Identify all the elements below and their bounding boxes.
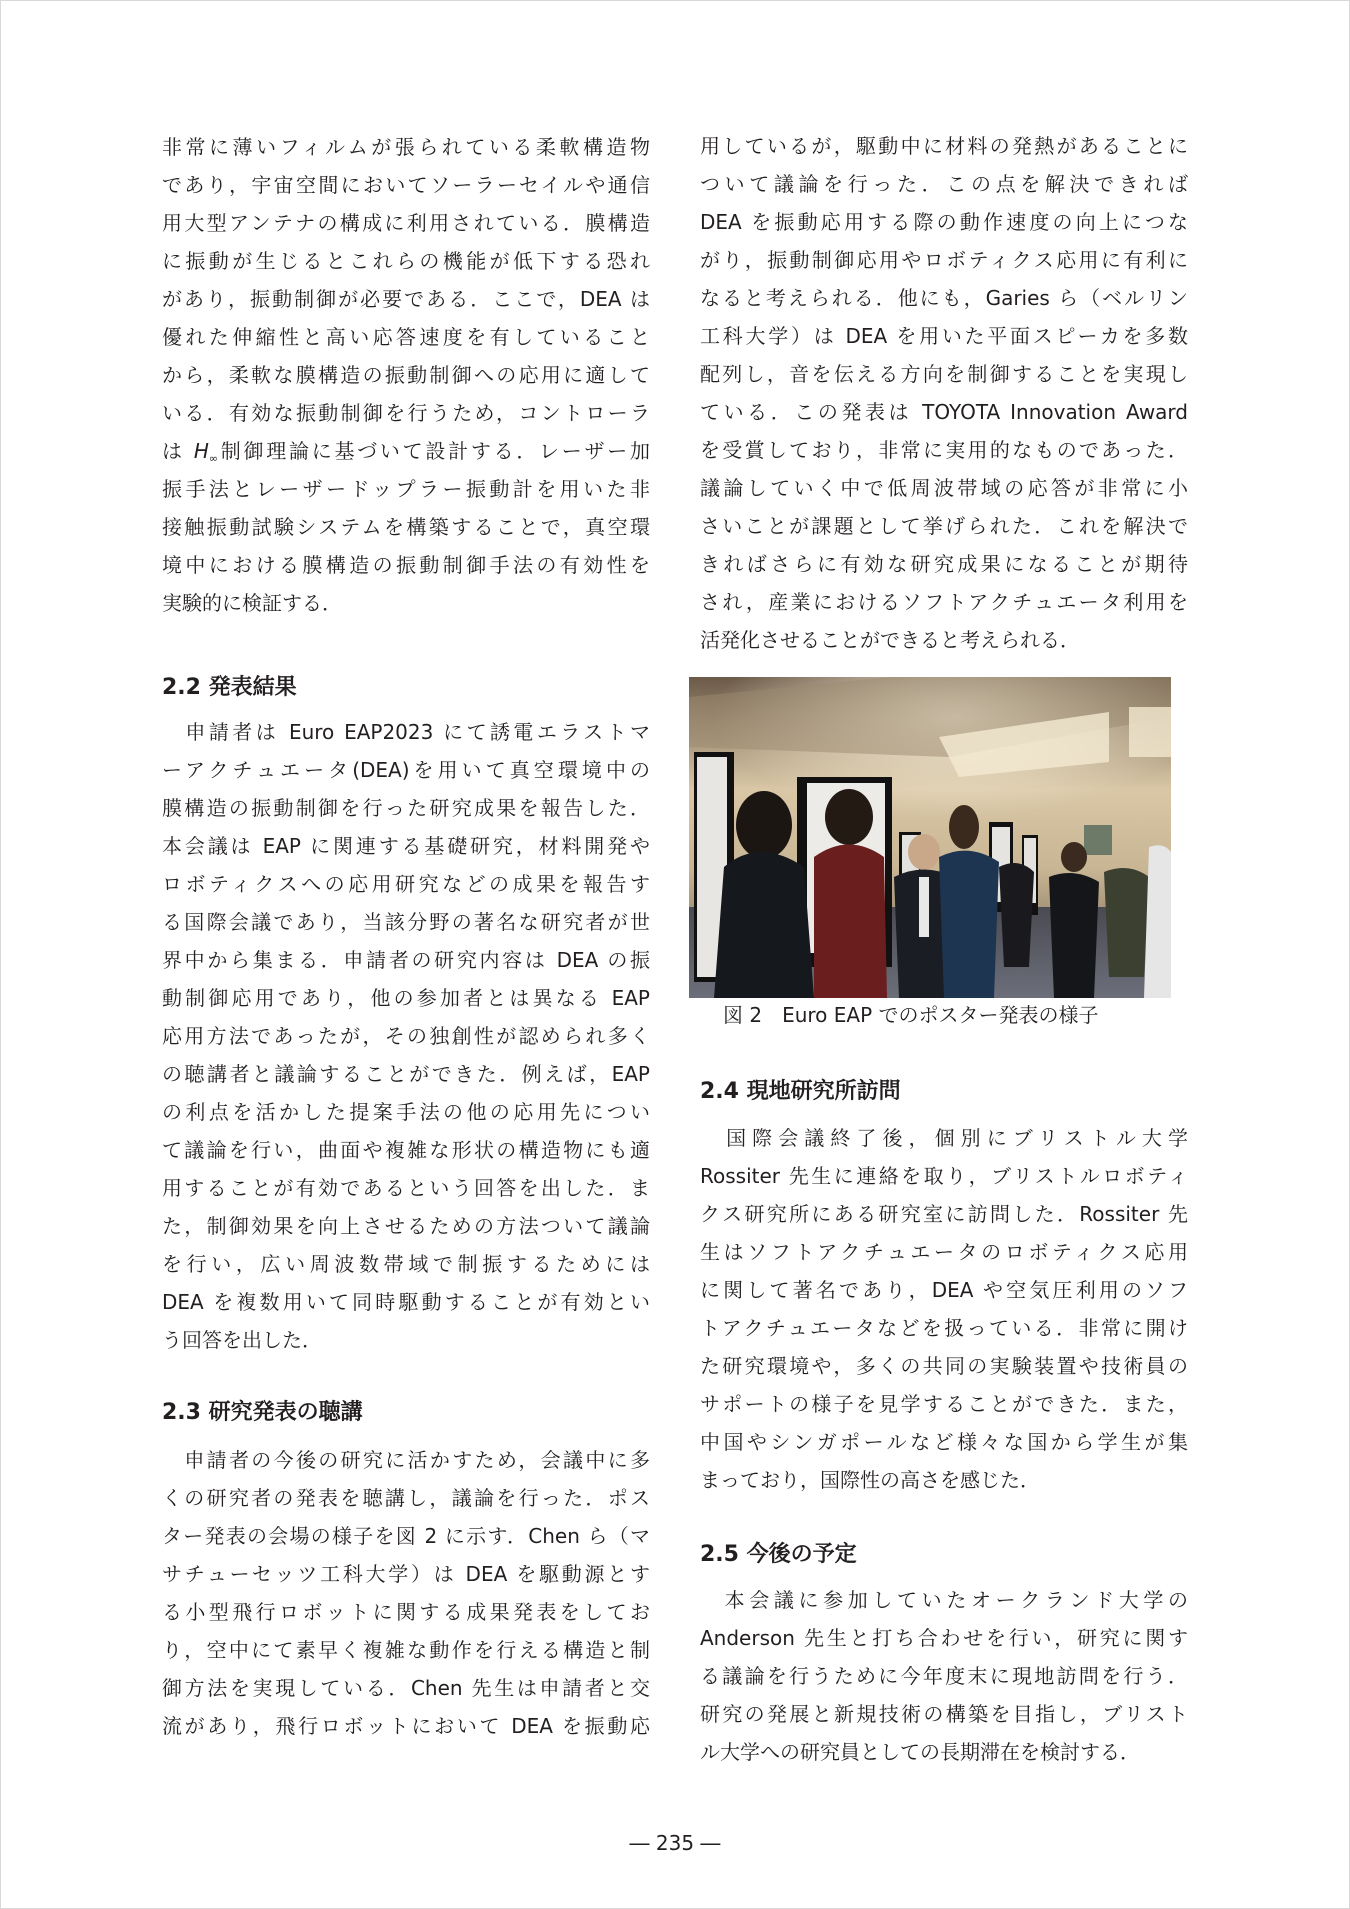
intro-paragraph <box>162 128 650 622</box>
text-line: 流があり，飛行ロボットにおいて DEA を振動応 <box>162 1714 650 1738</box>
section-heading-2-2: 2.2 発表結果 <box>162 675 297 700</box>
text-line: 御方法を実現している．Chen 先生は申請者と交 <box>162 1676 650 1700</box>
text-line: ル大学への研究員としての長期滞在を検討する． <box>700 1740 1140 1764</box>
text-line: り，空中にて素早く複雑な動作を行える構造と制 <box>162 1638 650 1662</box>
text-line: に関して著名であり，DEA や空気圧利用のソフ <box>700 1278 1188 1302</box>
text-line: 研究の発展と新規技術の構築を目指し，ブリスト <box>700 1702 1188 1726</box>
text-line: を受賞しており，非常に実用的なものであった． <box>700 438 1188 462</box>
section-2-2-paragraph <box>162 713 650 1359</box>
text-line: Rossiter 先生に連絡を取り，ブリストルロボティ <box>700 1164 1188 1188</box>
text-line: さいことが課題として挙げられた．これを解決で <box>700 514 1188 538</box>
text-line: 申請者の今後の研究に活かすため，会議中に多 <box>162 1448 650 1472</box>
text-line: くの研究者の発表を聴講し，議論を行った．ポス <box>162 1486 650 1510</box>
poster-session-photo <box>689 677 1171 998</box>
text-line: 優れた伸縮性と高い応答速度を有していること <box>162 325 650 349</box>
text-line: の利点を活かした提案手法の他の応用先につい <box>162 1100 650 1124</box>
section-2-5-paragraph <box>700 1581 1188 1771</box>
text-line: の聴講者と議論することができた．例えば，EAP <box>162 1062 650 1086</box>
page-number: ― 235 ― <box>629 1831 721 1855</box>
text-line: がり，振動制御応用やロボティクス応用に有利に <box>700 248 1188 272</box>
text-line: 活発化させることができると考えられる． <box>700 628 1080 652</box>
text-line: を行い，広い周波数帯域で制振するためには <box>162 1252 650 1276</box>
text-line: 議論していく中で低周波帯域の応答が非常に小 <box>700 476 1188 500</box>
continued-paragraph <box>700 127 1188 659</box>
text-line: て議論を行い，曲面や複雑な形状の構造物にも適 <box>162 1138 650 1162</box>
text-line: う回答を出した． <box>162 1328 322 1352</box>
text-line: 工科大学）は DEA を用いた平面スピーカを多数 <box>700 324 1188 348</box>
section-heading-2-4: 2.4 現地研究所訪問 <box>700 1079 901 1104</box>
h-infinity-symbol: $H_\infty$ <box>193 439 219 465</box>
figure-2-photo <box>689 677 1171 998</box>
text-line: ーアクチュエータ(DEA)を用いて真空環境中の <box>162 758 650 782</box>
text-line: 実験的に検証する． <box>162 591 342 615</box>
text-line: 界中から集まる．申請者の研究内容は DEA の振 <box>162 948 650 972</box>
text-line: 非常に薄いフィルムが張られている柔軟構造物 <box>162 135 650 159</box>
text-line: 接触振動試験システムを構築することで，真空環 <box>162 515 650 539</box>
text-line: 生はソフトアクチュエータのロボティクス応用 <box>700 1240 1188 1264</box>
text-line: に振動が生じるとこれらの機能が低下する恐れ <box>162 249 650 273</box>
text-line: 振手法とレーザードップラー振動計を用いた非 <box>162 477 650 501</box>
text-line: た，制御効果を向上させるための方法ついて議論 <box>162 1214 650 1238</box>
text-line: 中国やシンガポールなど様々な国から学生が集 <box>700 1430 1188 1454</box>
text-line: 申請者は Euro EAP2023 にて誘電エラストマ <box>162 720 650 744</box>
text-line: 配列し，音を伝える方向を制御することを実現し <box>700 362 1188 386</box>
text-line: る国際会議であり，当該分野の著名な研究者が世 <box>162 910 650 934</box>
text-line: ている．この発表は TOYOTA Innovation Award <box>700 400 1188 424</box>
text-line: サチューセッツ工科大学）は DEA を駆動源とす <box>162 1562 650 1586</box>
figure-caption: 図 2 Euro EAP でのポスター発表の様子 <box>723 1003 1099 1027</box>
section-heading-2-5: 2.5 今後の予定 <box>700 1542 857 1567</box>
text-line: があり，振動制御が必要である．ここで，DEA は <box>162 287 650 311</box>
section-heading-2-3: 2.3 研究発表の聴講 <box>162 1400 363 1425</box>
text-line: 本会議は EAP に関連する基礎研究，材料開発や <box>162 834 650 858</box>
text-line: ついて議論を行った．この点を解決できれば <box>700 172 1188 196</box>
text-line: クス研究所にある研究室に訪問した．Rossiter 先 <box>700 1202 1188 1226</box>
text-line: Anderson 先生と打ち合わせを行い，研究に関す <box>700 1626 1188 1650</box>
text-line: 本会議に参加していたオークランド大学の <box>700 1588 1188 1612</box>
section-2-3-paragraph <box>162 1441 650 1745</box>
text-line: きればさらに有効な研究成果になることが期待 <box>700 552 1188 576</box>
text-line: され，産業におけるソフトアクチュエータ利用を <box>700 590 1188 614</box>
text-line: 応用方法であったが，その独創性が認められ多く <box>162 1024 650 1048</box>
text-line: 用することが有効であるという回答を出した．ま <box>162 1176 650 1200</box>
text-line: た研究環境や，多くの共同の実験装置や技術員の <box>700 1354 1188 1378</box>
text-line: DEA を振動応用する際の動作速度の向上につな <box>700 210 1188 234</box>
text-line: から，柔軟な膜構造の振動制御への応用に適して <box>162 363 650 387</box>
text-line: る小型飛行ロボットに関する成果発表をしてお <box>162 1600 650 1624</box>
text-line: なると考えられる．他にも，Garies ら（ベルリン <box>700 286 1188 310</box>
text-line: 動制御応用であり，他の参加者とは異なる EAP <box>162 986 650 1010</box>
text-line: 膜構造の振動制御を行った研究成果を報告した． <box>162 796 650 820</box>
section-2-4-paragraph <box>700 1119 1188 1499</box>
text-line: まっており，国際性の高さを感じた． <box>700 1468 1040 1492</box>
text-line: であり，宇宙空間においてソーラーセイルや通信 <box>162 173 650 197</box>
text-line: DEA を複数用いて同時駆動することが有効とい <box>162 1290 650 1314</box>
text-line: は $H_\infty$制御理論に基づいて設計する．レーザー加 <box>162 439 650 465</box>
text-line: サポートの様子を見学することができた．また， <box>700 1392 1188 1416</box>
text-line: 境中における膜構造の振動制御手法の有効性を <box>162 553 650 577</box>
text-line: トアクチュエータなどを扱っている．非常に開け <box>700 1316 1188 1340</box>
text-line: る議論を行うために今年度末に現地訪問を行う． <box>700 1664 1188 1688</box>
text-line: 用しているが，駆動中に材料の発熱があることに <box>700 134 1188 158</box>
text-line: ロボティクスへの応用研究などの成果を報告す <box>162 872 650 896</box>
text-line: 用大型アンテナの構成に利用されている．膜構造 <box>162 211 650 235</box>
text-line: いる．有効な振動制御を行うため，コントローラ <box>162 401 650 425</box>
text-line: 国際会議終了後，個別にブリストル大学 <box>700 1126 1188 1150</box>
text-line: ター発表の会場の様子を図 2 に示す．Chen ら（マ <box>162 1524 650 1548</box>
